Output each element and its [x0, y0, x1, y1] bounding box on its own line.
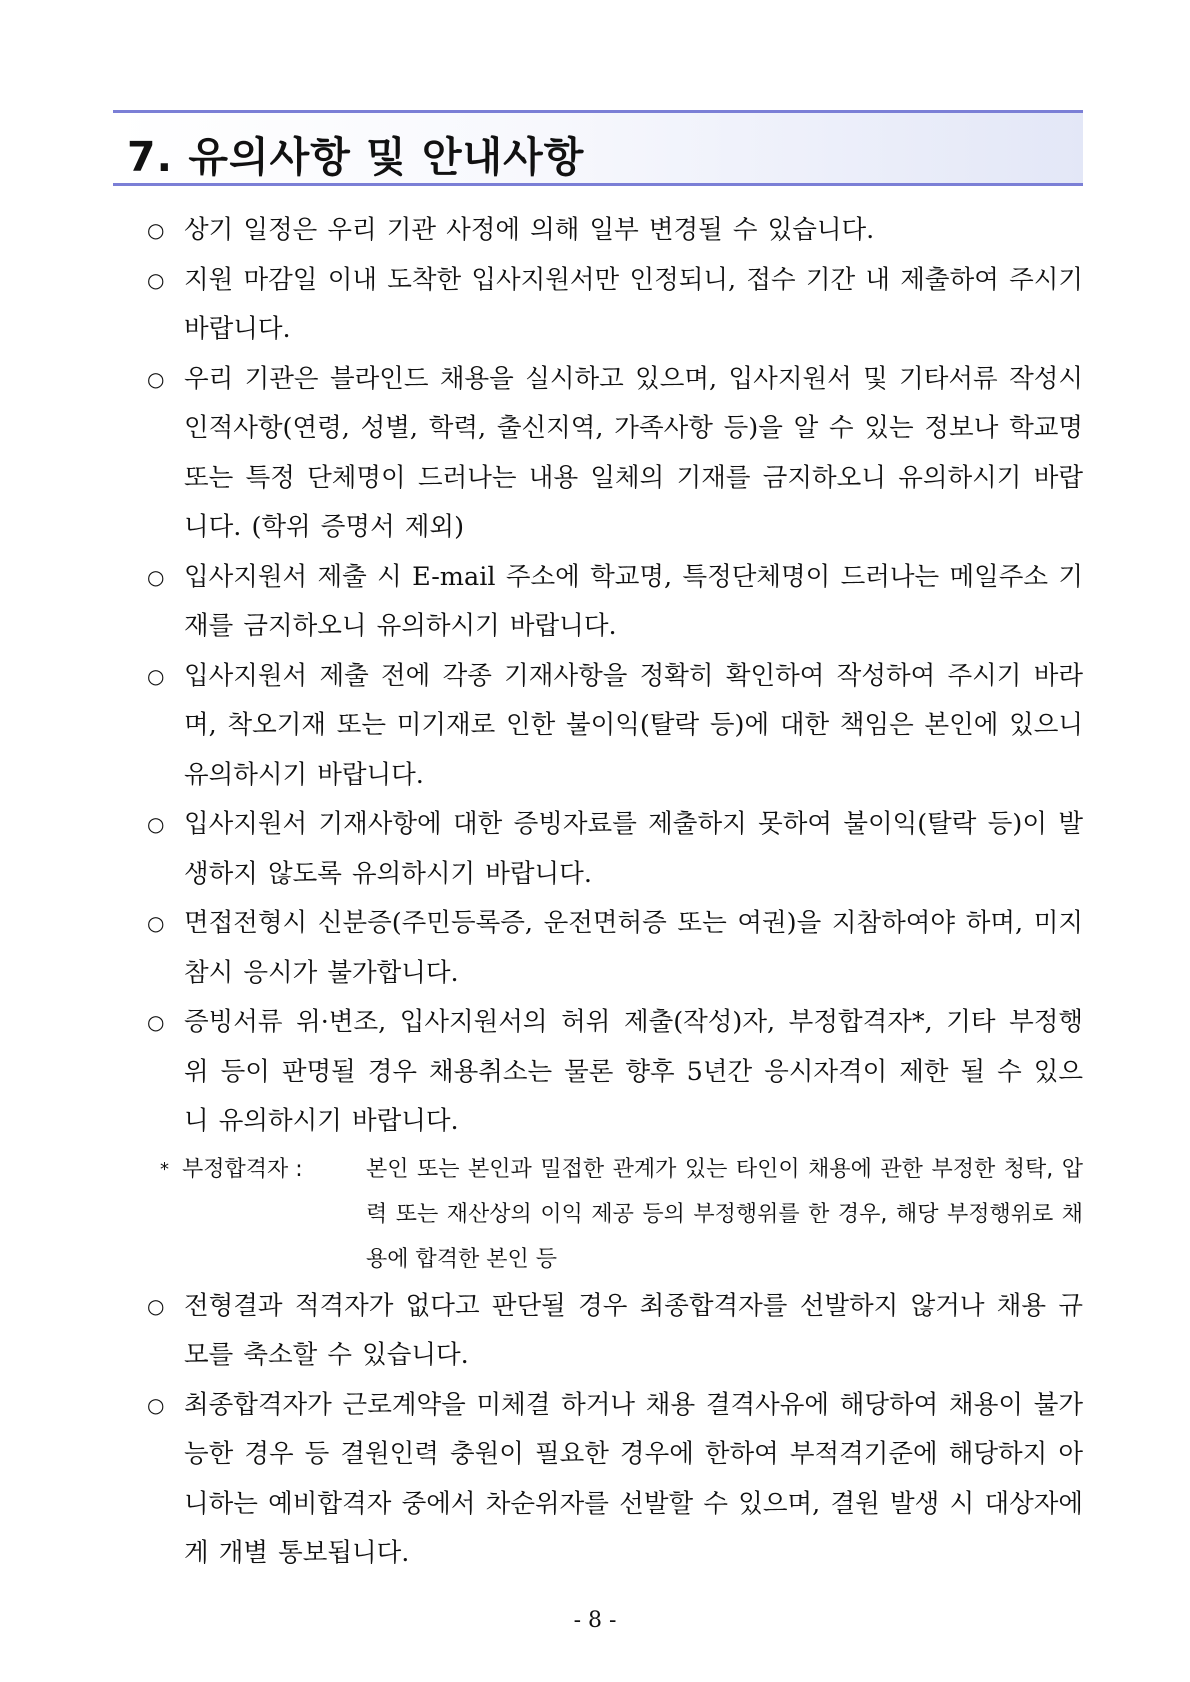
section-title: 7. 유의사항 및 안내사항	[127, 133, 585, 181]
bullet-marker: ○	[147, 564, 165, 589]
page-number: - 8 -	[573, 1608, 617, 1633]
bullet-marker: ○	[147, 663, 165, 688]
list-item	[147, 1381, 1083, 1579]
list-item-text: 입사지원서 제출 전에 각종 기재사항을 정확히 확인하여 작성하여 주시기 바라며, 착오기재 또는 미기재로 인한 불이익(탈락 등)에 대한 책임은 본인에 있으니 유의하시기 바랍니다.	[184, 660, 1083, 790]
list-item-text: 지원 마감일 이내 도착한 입사지원서만 인정되니, 접수 기간 내 제출하여 주시기 바랍니다.	[184, 264, 1083, 344]
list-item	[147, 1282, 1083, 1381]
list-item-text: 전형결과 적격자가 없다고 판단될 경우 최종합격자를 선발하지 않거나 채용 규모를 축소할 수 있습니다.	[184, 1290, 1083, 1370]
bullet-marker: ○	[147, 911, 165, 935]
footnote-fraudulent-passer	[160, 1147, 1083, 1282]
list-item	[147, 652, 1083, 801]
bullet-marker: ○	[147, 218, 165, 242]
list-item-text: 면접전형시 신분증(주민등록증, 운전면허증 또는 여권)을 지참하여야 하며, 미지참시 응시가 불가합니다.	[184, 908, 1083, 988]
bullet-marker: ○	[147, 1392, 165, 1417]
bullet-marker: ○	[147, 267, 165, 292]
list-item-text: 입사지원서 기재사항에 대한 증빙자료를 제출하지 못하여 불이익(탈락 등)이 발생하지 않도록 유의하시기 바랍니다.	[184, 809, 1083, 889]
footnote-marker: *	[160, 1158, 169, 1180]
notice-list	[147, 206, 1083, 1579]
list-item	[147, 553, 1083, 652]
bullet-marker: ○	[147, 1010, 165, 1034]
list-item-text: 최종합격자가 근로계약을 미체결 하거나 채용 결격사유에 해당하여 채용이 불가능한 경우 등 결원인력 충원이 필요한 경우에 한하여 부적격기준에 해당하지 아니하는 예비합격자 중에서 차순위자를 선발할 수 있으며, 결원 발생 시 대상자에게 개별 통보됩니다.	[184, 1389, 1083, 1568]
list-item	[147, 998, 1083, 1147]
list-item-text: 우리 기관은 블라인드 채용을 실시하고 있으며, 입사지원서 및 기타서류 작성시 인적사항(연령, 성별, 학력, 출신지역, 가족사항 등)을 알 수 있는 정보나 학교명 또는 특정 단체명이 드러나는 내용 일체의 기재를 금지하오니 유의하시기 바랍니다. (학위 증명서 제외)	[184, 363, 1083, 542]
list-item-text: 상기 일정은 우리 기관 사정에 의해 일부 변경될 수 있습니다.	[184, 215, 875, 245]
footnote-text: 본인 또는 본인과 밀접한 관계가 있는 타인이 채용에 관한 부정한 청탁, 압력 또는 재산상의 이익 제공 등의 부정행위를 한 경우, 해당 부정행위로 채용에 합격한 본인 등	[366, 1156, 1083, 1272]
list-item	[147, 899, 1083, 998]
footnote-label: 부정합격자 :	[182, 1156, 303, 1182]
list-item-text: 증빙서류 위·변조, 입사지원서의 허위 제출(작성)자, 부정합격자*, 기타 부정행위 등이 판명될 경우 채용취소는 물론 향후 5년간 응시자격이 제한 될 수 있으니 유의하시기 바랍니다.	[184, 1007, 1083, 1136]
list-item	[147, 206, 1083, 256]
list-item	[147, 256, 1083, 355]
list-item-text: 입사지원서 제출 시 E-mail 주소에 학교명, 특정단체명이 드러나는 메일주소 기재를 금지하오니 유의하시기 바랍니다.	[184, 561, 1083, 641]
list-item	[147, 800, 1083, 899]
list-item	[147, 355, 1083, 553]
bullet-marker: ○	[147, 366, 165, 391]
section-heading	[113, 110, 1083, 186]
bullet-marker: ○	[147, 812, 165, 836]
bullet-marker: ○	[147, 1293, 165, 1318]
